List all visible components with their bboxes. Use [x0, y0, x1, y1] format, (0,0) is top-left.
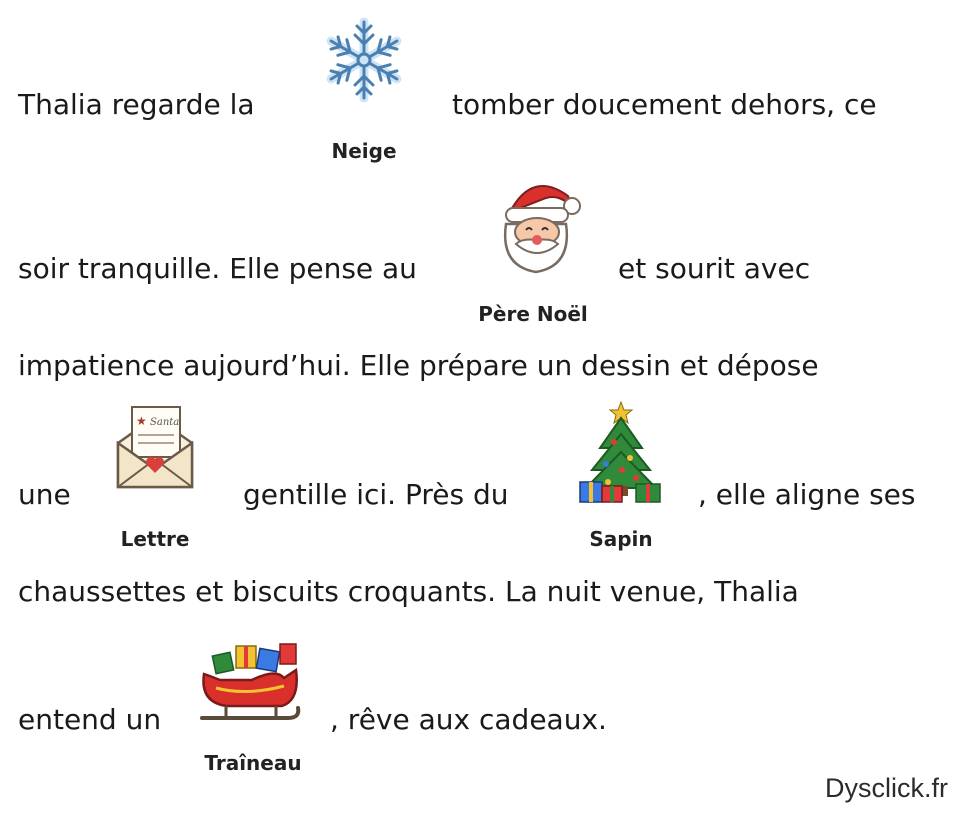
sentence-text: , elle aligne ses — [698, 478, 916, 511]
picto-label-lettre: Lettre — [120, 527, 190, 551]
sentence-text: Thalia regarde la — [18, 88, 255, 121]
sentence-text: gentille ici. Près du — [243, 478, 509, 511]
sentence-text: soir tranquille. Elle pense au — [18, 252, 417, 285]
brand-watermark: Dysclick.fr — [825, 773, 948, 803]
letter-envelope-icon — [112, 403, 198, 493]
picto-label-pere-noel: Père Noël — [478, 302, 588, 326]
sentence-text: une — [18, 478, 71, 511]
sentence-text: , rêve aux cadeaux. — [330, 703, 607, 736]
sentence-text: et sourit avec — [618, 252, 811, 285]
picto-label-traineau: Traîneau — [204, 751, 302, 775]
christmas-tree-icon — [578, 398, 664, 504]
snowflake-icon — [323, 12, 405, 112]
picto-label-neige: Neige — [331, 139, 397, 163]
sentence-text: impatience aujourd’hui. Elle prépare un dessin et dépose — [18, 349, 819, 382]
santa-claus-icon — [492, 174, 584, 276]
sentence-text: entend un — [18, 703, 162, 736]
svg-text:★: ★ — [136, 414, 147, 428]
sentence-text: chaussettes et biscuits croquants. La nuit venue, Thalia — [18, 575, 799, 608]
letter-card-text: Santa — [150, 417, 180, 428]
sleigh-icon — [196, 640, 304, 728]
sentence-text: tomber doucement dehors, ce — [452, 88, 877, 121]
picto-label-sapin: Sapin — [589, 527, 653, 551]
